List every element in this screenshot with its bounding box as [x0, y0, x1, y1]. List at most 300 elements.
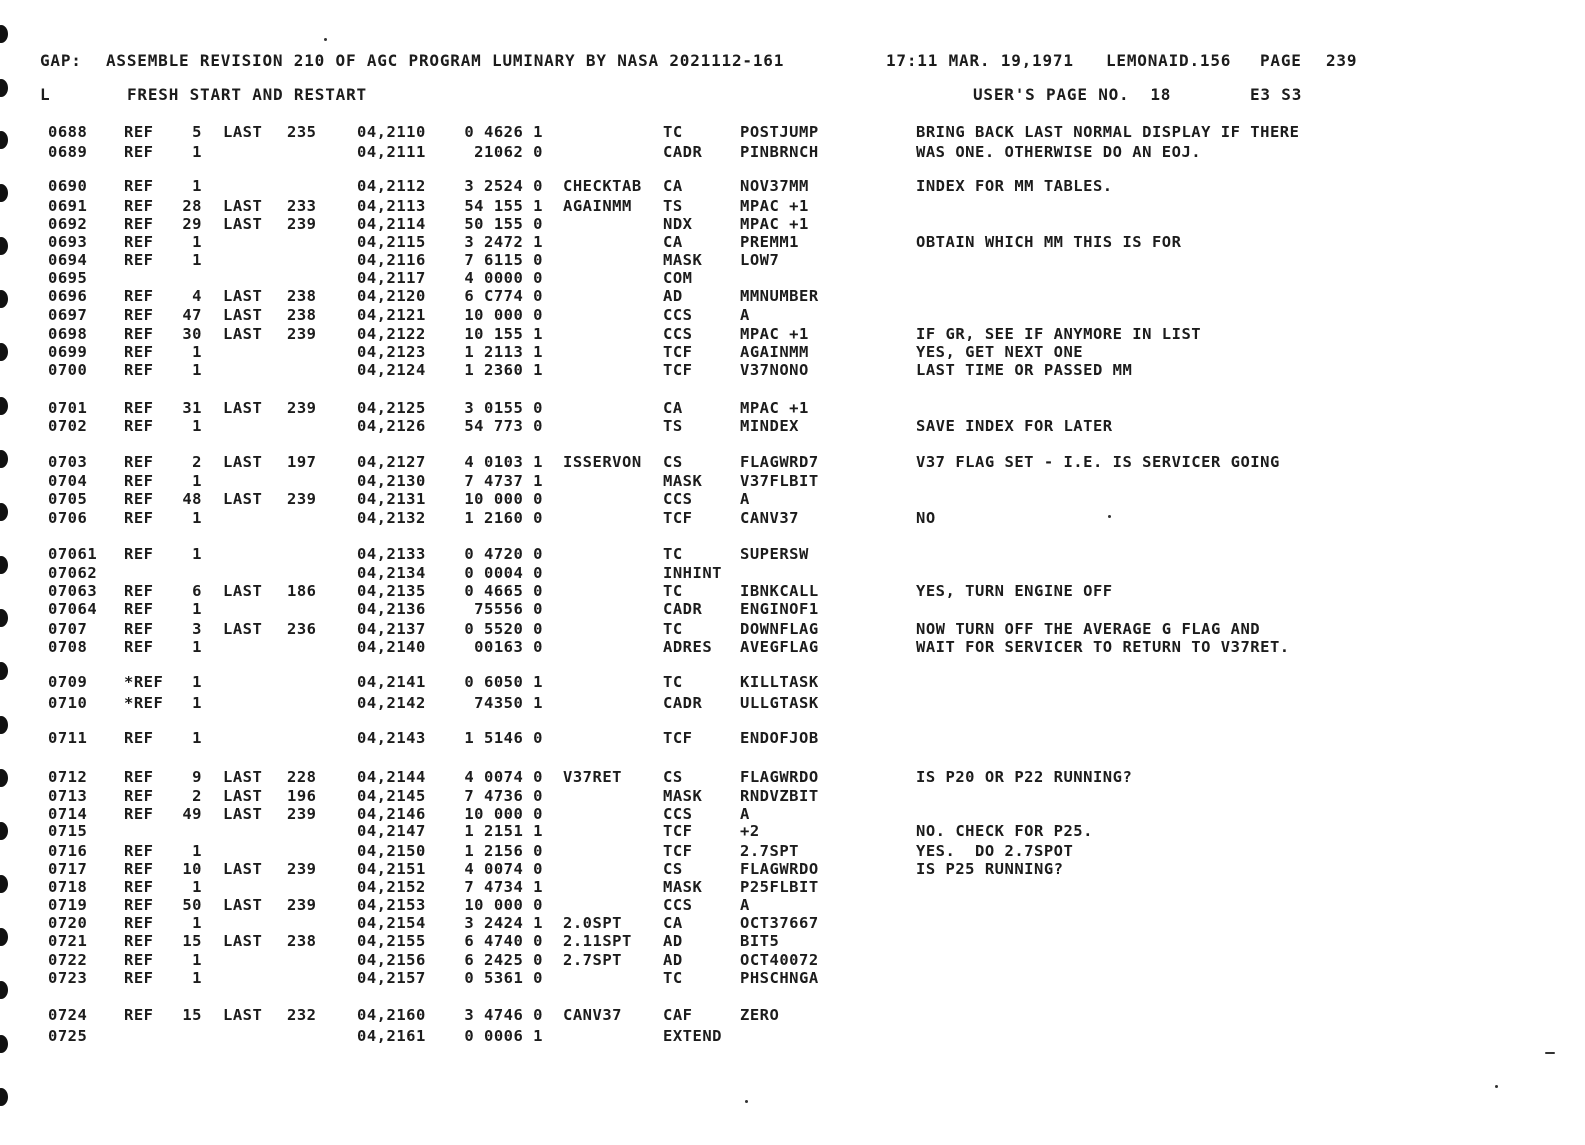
opcode: CCS [663, 306, 693, 324]
comment: IS P25 RUNNING? [916, 860, 1064, 878]
operand: A [740, 306, 750, 324]
listing-row [0, 969, 1585, 987]
ref-tag: REF [124, 600, 154, 618]
opcode: MASK [663, 251, 703, 269]
last-tag: LAST [223, 860, 263, 878]
ref-tag: REF [124, 842, 154, 860]
ref-count: 1 [192, 233, 202, 251]
ref-tag: REF [124, 197, 154, 215]
ref-count: 1 [192, 600, 202, 618]
operand: PREMM1 [740, 233, 799, 251]
address: 04,2140 [357, 638, 426, 656]
address: 04,2127 [357, 453, 426, 471]
ref-count: 15 [182, 932, 202, 950]
address: 04,2135 [357, 582, 426, 600]
address: 04,2114 [357, 215, 426, 233]
line-number: 07063 [48, 582, 98, 600]
ref-count: 1 [192, 343, 202, 361]
listing-row [0, 545, 1585, 563]
object-word: 3 2472 1 [464, 233, 543, 251]
ref-count: 30 [182, 325, 202, 343]
line-number: 0720 [48, 914, 88, 932]
line-number: 0692 [48, 215, 88, 233]
operand: IBNKCALL [740, 582, 819, 600]
comment: INDEX FOR MM TABLES. [916, 177, 1113, 195]
comment: OBTAIN WHICH MM THIS IS FOR [916, 233, 1182, 251]
ref-count: 4 [192, 287, 202, 305]
listing-row [0, 306, 1585, 324]
ref-tag: REF [124, 123, 154, 141]
listing-row [0, 361, 1585, 379]
listing-row [0, 694, 1585, 712]
object-word: 00163 0 [474, 638, 543, 656]
ref-tag: REF [124, 417, 154, 435]
ref-count: 31 [182, 399, 202, 417]
operand: FLAGWRDO [740, 860, 819, 878]
ref-tag: REF [124, 860, 154, 878]
opcode: CCS [663, 490, 693, 508]
opcode: MASK [663, 878, 703, 896]
ref-tag: REF [124, 325, 154, 343]
subheader-code: E3 S3 [1250, 85, 1303, 104]
object-word: 7 4734 1 [464, 878, 543, 896]
object-word: 3 4746 0 [464, 1006, 543, 1024]
object-word: 10 000 0 [464, 805, 543, 823]
line-number: 0703 [48, 453, 88, 471]
subheader-marker: L [40, 85, 51, 104]
line-number: 0710 [48, 694, 88, 712]
opcode: TCF [663, 343, 693, 361]
ref-tag: REF [124, 896, 154, 914]
listing-row [0, 215, 1585, 233]
operand: A [740, 490, 750, 508]
opcode: CA [663, 233, 683, 251]
feed-hole [0, 79, 8, 97]
object-word: 3 0155 0 [464, 399, 543, 417]
listing-row [0, 197, 1585, 215]
line-number: 0697 [48, 306, 88, 324]
comment: WAIT FOR SERVICER TO RETURN TO V37RET. [916, 638, 1290, 656]
listing-row [0, 343, 1585, 361]
label: 2.11SPT [563, 932, 632, 950]
address: 04,2153 [357, 896, 426, 914]
ref-tag: REF [124, 399, 154, 417]
operand: FLAGWRDO [740, 768, 819, 786]
opcode: TC [663, 582, 683, 600]
listing-row [0, 177, 1585, 195]
opcode: COM [663, 269, 693, 287]
ref-count: 3 [192, 620, 202, 638]
operand: MPAC +1 [740, 197, 809, 215]
last-page: 239 [287, 896, 317, 914]
line-number: 0719 [48, 896, 88, 914]
address: 04,2146 [357, 805, 426, 823]
operand: AVEGFLAG [740, 638, 819, 656]
ref-count: 28 [182, 197, 202, 215]
opcode: CA [663, 177, 683, 195]
opcode: AD [663, 932, 683, 950]
opcode: CCS [663, 805, 693, 823]
ref-count: 1 [192, 673, 202, 691]
comment: NO. CHECK FOR P25. [916, 822, 1093, 840]
address: 04,2154 [357, 914, 426, 932]
ref-count: 1 [192, 143, 202, 161]
operand: KILLTASK [740, 673, 819, 691]
last-page: 238 [287, 287, 317, 305]
line-number: 0721 [48, 932, 88, 950]
last-page: 239 [287, 490, 317, 508]
operand: PHSCHNGA [740, 969, 819, 987]
object-word: 10 155 1 [464, 325, 543, 343]
line-number: 0725 [48, 1027, 88, 1045]
comment: WAS ONE. OTHERWISE DO AN EOJ. [916, 143, 1202, 161]
listing-row [0, 842, 1585, 860]
last-tag: LAST [223, 287, 263, 305]
opcode: CADR [663, 143, 703, 161]
last-tag: LAST [223, 582, 263, 600]
address: 04,2152 [357, 878, 426, 896]
listing-row [0, 509, 1585, 527]
address: 04,2160 [357, 1006, 426, 1024]
opcode: TCF [663, 842, 693, 860]
ref-tag: REF [124, 1006, 154, 1024]
object-word: 0 0006 1 [464, 1027, 543, 1045]
object-word: 6 2425 0 [464, 951, 543, 969]
address: 04,2133 [357, 545, 426, 563]
operand: MPAC +1 [740, 399, 809, 417]
listing-row [0, 251, 1585, 269]
feed-hole [0, 1088, 8, 1106]
operand: SUPERSW [740, 545, 809, 563]
operand: AGAINMM [740, 343, 809, 361]
last-page: 235 [287, 123, 317, 141]
ref-tag: REF [124, 805, 154, 823]
paper-speck [324, 38, 327, 41]
comment: BRING BACK LAST NORMAL DISPLAY IF THERE [916, 123, 1300, 141]
address: 04,2142 [357, 694, 426, 712]
line-number: 0704 [48, 472, 88, 490]
ref-tag: REF [124, 932, 154, 950]
last-tag: LAST [223, 932, 263, 950]
last-tag: LAST [223, 896, 263, 914]
object-word: 0 5361 0 [464, 969, 543, 987]
opcode: TCF [663, 822, 693, 840]
last-tag: LAST [223, 325, 263, 343]
operand: MPAC +1 [740, 325, 809, 343]
address: 04,2132 [357, 509, 426, 527]
ref-count: 1 [192, 638, 202, 656]
opcode: MASK [663, 472, 703, 490]
opcode: EXTEND [663, 1027, 722, 1045]
ref-tag: REF [124, 638, 154, 656]
line-number: 0695 [48, 269, 88, 287]
address: 04,2155 [357, 932, 426, 950]
header-title: ASSEMBLE REVISION 210 OF AGC PROGRAM LUMINARY BY NASA 2021112-161 [106, 51, 785, 70]
listing-row [0, 951, 1585, 969]
object-word: 0 4626 1 [464, 123, 543, 141]
address: 04,2111 [357, 143, 426, 161]
opcode: CA [663, 914, 683, 932]
line-number: 0690 [48, 177, 88, 195]
ref-count: 1 [192, 969, 202, 987]
line-number: 0698 [48, 325, 88, 343]
listing-row [0, 564, 1585, 582]
last-page: 239 [287, 860, 317, 878]
last-page: 186 [287, 582, 317, 600]
comment: NO [916, 509, 936, 527]
operand: V37FLBIT [740, 472, 819, 490]
listing-row [0, 914, 1585, 932]
line-number: 0707 [48, 620, 88, 638]
last-tag: LAST [223, 805, 263, 823]
line-number: 0723 [48, 969, 88, 987]
line-number: 0689 [48, 143, 88, 161]
header-page-number: 239 [1326, 51, 1358, 70]
object-word: 6 C774 0 [464, 287, 543, 305]
opcode: INHINT [663, 564, 722, 582]
object-word: 7 4737 1 [464, 472, 543, 490]
ref-count: 10 [182, 860, 202, 878]
last-tag: LAST [223, 123, 263, 141]
listing-row [0, 638, 1585, 656]
operand: POSTJUMP [740, 123, 819, 141]
opcode: CADR [663, 694, 703, 712]
object-word: 75556 0 [474, 600, 543, 618]
operand: MMNUMBER [740, 287, 819, 305]
last-tag: LAST [223, 197, 263, 215]
address: 04,2123 [357, 343, 426, 361]
listing-row [0, 620, 1585, 638]
address: 04,2122 [357, 325, 426, 343]
last-tag: LAST [223, 399, 263, 417]
last-page: 239 [287, 399, 317, 417]
object-word: 10 000 0 [464, 306, 543, 324]
object-word: 4 0103 1 [464, 453, 543, 471]
line-number: 0724 [48, 1006, 88, 1024]
line-number: 0717 [48, 860, 88, 878]
comment: LAST TIME OR PASSED MM [916, 361, 1133, 379]
user-page-number: USER'S PAGE NO. 18 [973, 85, 1172, 104]
line-number: 0715 [48, 822, 88, 840]
listing-row [0, 1027, 1585, 1045]
ref-tag: REF [124, 233, 154, 251]
ref-count: 1 [192, 472, 202, 490]
label: 2.0SPT [563, 914, 622, 932]
line-number: 07061 [48, 545, 98, 563]
line-number: 0711 [48, 729, 88, 747]
line-number: 0699 [48, 343, 88, 361]
operand: NOV37MM [740, 177, 809, 195]
ref-tag: REF [124, 787, 154, 805]
listing-row [0, 269, 1585, 287]
ref-tag: REF [124, 177, 154, 195]
opcode: TCF [663, 361, 693, 379]
address: 04,2143 [357, 729, 426, 747]
object-word: 50 155 0 [464, 215, 543, 233]
opcode: ADRES [663, 638, 713, 656]
object-word: 1 2156 0 [464, 842, 543, 860]
ref-count: 29 [182, 215, 202, 233]
address: 04,2161 [357, 1027, 426, 1045]
operand: ZERO [740, 1006, 780, 1024]
listing-row [0, 325, 1585, 343]
address: 04,2121 [357, 306, 426, 324]
ref-tag: REF [124, 343, 154, 361]
ref-tag: REF [124, 143, 154, 161]
line-number: 0694 [48, 251, 88, 269]
listing-row [0, 932, 1585, 950]
comment: YES, GET NEXT ONE [916, 343, 1084, 361]
operand: A [740, 896, 750, 914]
object-word: 4 0074 0 [464, 768, 543, 786]
object-word: 7 6115 0 [464, 251, 543, 269]
ref-count: 1 [192, 878, 202, 896]
address: 04,2151 [357, 860, 426, 878]
address: 04,2145 [357, 787, 426, 805]
ref-count: 9 [192, 768, 202, 786]
listing-row [0, 600, 1585, 618]
object-word: 54 155 1 [464, 197, 543, 215]
object-word: 54 773 0 [464, 417, 543, 435]
ref-tag: REF [124, 472, 154, 490]
ref-count: 1 [192, 729, 202, 747]
ref-count: 48 [182, 490, 202, 508]
comment: IS P20 OR P22 RUNNING? [916, 768, 1133, 786]
ref-count: 1 [192, 842, 202, 860]
address: 04,2112 [357, 177, 426, 195]
object-word: 6 4740 0 [464, 932, 543, 950]
line-number: 0712 [48, 768, 88, 786]
line-number: 0691 [48, 197, 88, 215]
operand: FLAGWRD7 [740, 453, 819, 471]
ref-tag: REF [124, 287, 154, 305]
opcode: CS [663, 453, 683, 471]
opcode: CS [663, 768, 683, 786]
opcode: TC [663, 545, 683, 563]
listing-row [0, 896, 1585, 914]
opcode: TCF [663, 509, 693, 527]
opcode: TC [663, 673, 683, 691]
last-tag: LAST [223, 1006, 263, 1024]
listing-row [0, 472, 1585, 490]
header-page-label: PAGE [1260, 51, 1302, 70]
ref-tag: REF [124, 951, 154, 969]
opcode: TC [663, 123, 683, 141]
listing-row [0, 878, 1585, 896]
last-tag: LAST [223, 768, 263, 786]
last-tag: LAST [223, 453, 263, 471]
label: ISSERVON [563, 453, 642, 471]
object-word: 74350 1 [474, 694, 543, 712]
operand: ENDOFJOB [740, 729, 819, 747]
object-word: 10 000 0 [464, 896, 543, 914]
listing-row [0, 143, 1585, 161]
ref-tag: *REF [124, 694, 164, 712]
section-title: FRESH START AND RESTART [127, 85, 367, 104]
line-number: 0708 [48, 638, 88, 656]
ref-count: 15 [182, 1006, 202, 1024]
last-tag: LAST [223, 490, 263, 508]
header-gap: GAP: [40, 51, 82, 70]
opcode: MASK [663, 787, 703, 805]
operand: +2 [740, 822, 760, 840]
ref-count: 1 [192, 914, 202, 932]
operand: A [740, 805, 750, 823]
address: 04,2137 [357, 620, 426, 638]
ref-count: 49 [182, 805, 202, 823]
opcode: TS [663, 197, 683, 215]
address: 04,2156 [357, 951, 426, 969]
ref-count: 1 [192, 251, 202, 269]
last-page: 228 [287, 768, 317, 786]
ref-count: 1 [192, 545, 202, 563]
operand: BIT5 [740, 932, 780, 950]
last-tag: LAST [223, 787, 263, 805]
last-page: 238 [287, 306, 317, 324]
opcode: AD [663, 951, 683, 969]
comment: NOW TURN OFF THE AVERAGE G FLAG AND [916, 620, 1261, 638]
opcode: AD [663, 287, 683, 305]
address: 04,2110 [357, 123, 426, 141]
label: CANV37 [563, 1006, 622, 1024]
opcode: TS [663, 417, 683, 435]
last-tag: LAST [223, 306, 263, 324]
ref-count: 50 [182, 896, 202, 914]
ref-tag: REF [124, 215, 154, 233]
listing-row [0, 787, 1585, 805]
ref-count: 1 [192, 694, 202, 712]
object-word: 3 2524 0 [464, 177, 543, 195]
opcode: CCS [663, 325, 693, 343]
paper-speck [1495, 1085, 1498, 1088]
address: 04,2124 [357, 361, 426, 379]
opcode: CA [663, 399, 683, 417]
line-number: 0718 [48, 878, 88, 896]
ref-tag: REF [124, 729, 154, 747]
address: 04,2150 [357, 842, 426, 860]
last-page: 236 [287, 620, 317, 638]
last-page: 197 [287, 453, 317, 471]
comment: SAVE INDEX FOR LATER [916, 417, 1113, 435]
listing-row [0, 582, 1585, 600]
operand: ENGINOF1 [740, 600, 819, 618]
object-word: 0 6050 1 [464, 673, 543, 691]
ref-tag: REF [124, 251, 154, 269]
object-word: 4 0000 0 [464, 269, 543, 287]
operand: P25FLBIT [740, 878, 819, 896]
ref-count: 5 [192, 123, 202, 141]
comment: YES. DO 2.7SPOT [916, 842, 1074, 860]
address: 04,2130 [357, 472, 426, 490]
object-word: 0 4720 0 [464, 545, 543, 563]
line-number: 0688 [48, 123, 88, 141]
line-number: 0714 [48, 805, 88, 823]
address: 04,2125 [357, 399, 426, 417]
line-number: 0709 [48, 673, 88, 691]
line-number: 0702 [48, 417, 88, 435]
ref-tag: REF [124, 878, 154, 896]
paper-speck [745, 1100, 748, 1103]
listing-row [0, 1006, 1585, 1024]
listing-row [0, 860, 1585, 878]
listing-row [0, 453, 1585, 471]
object-word: 1 2360 1 [464, 361, 543, 379]
opcode: CS [663, 860, 683, 878]
opcode: TC [663, 620, 683, 638]
object-word: 4 0074 0 [464, 860, 543, 878]
label: CHECKTAB [563, 177, 642, 195]
label: 2.7SPT [563, 951, 622, 969]
